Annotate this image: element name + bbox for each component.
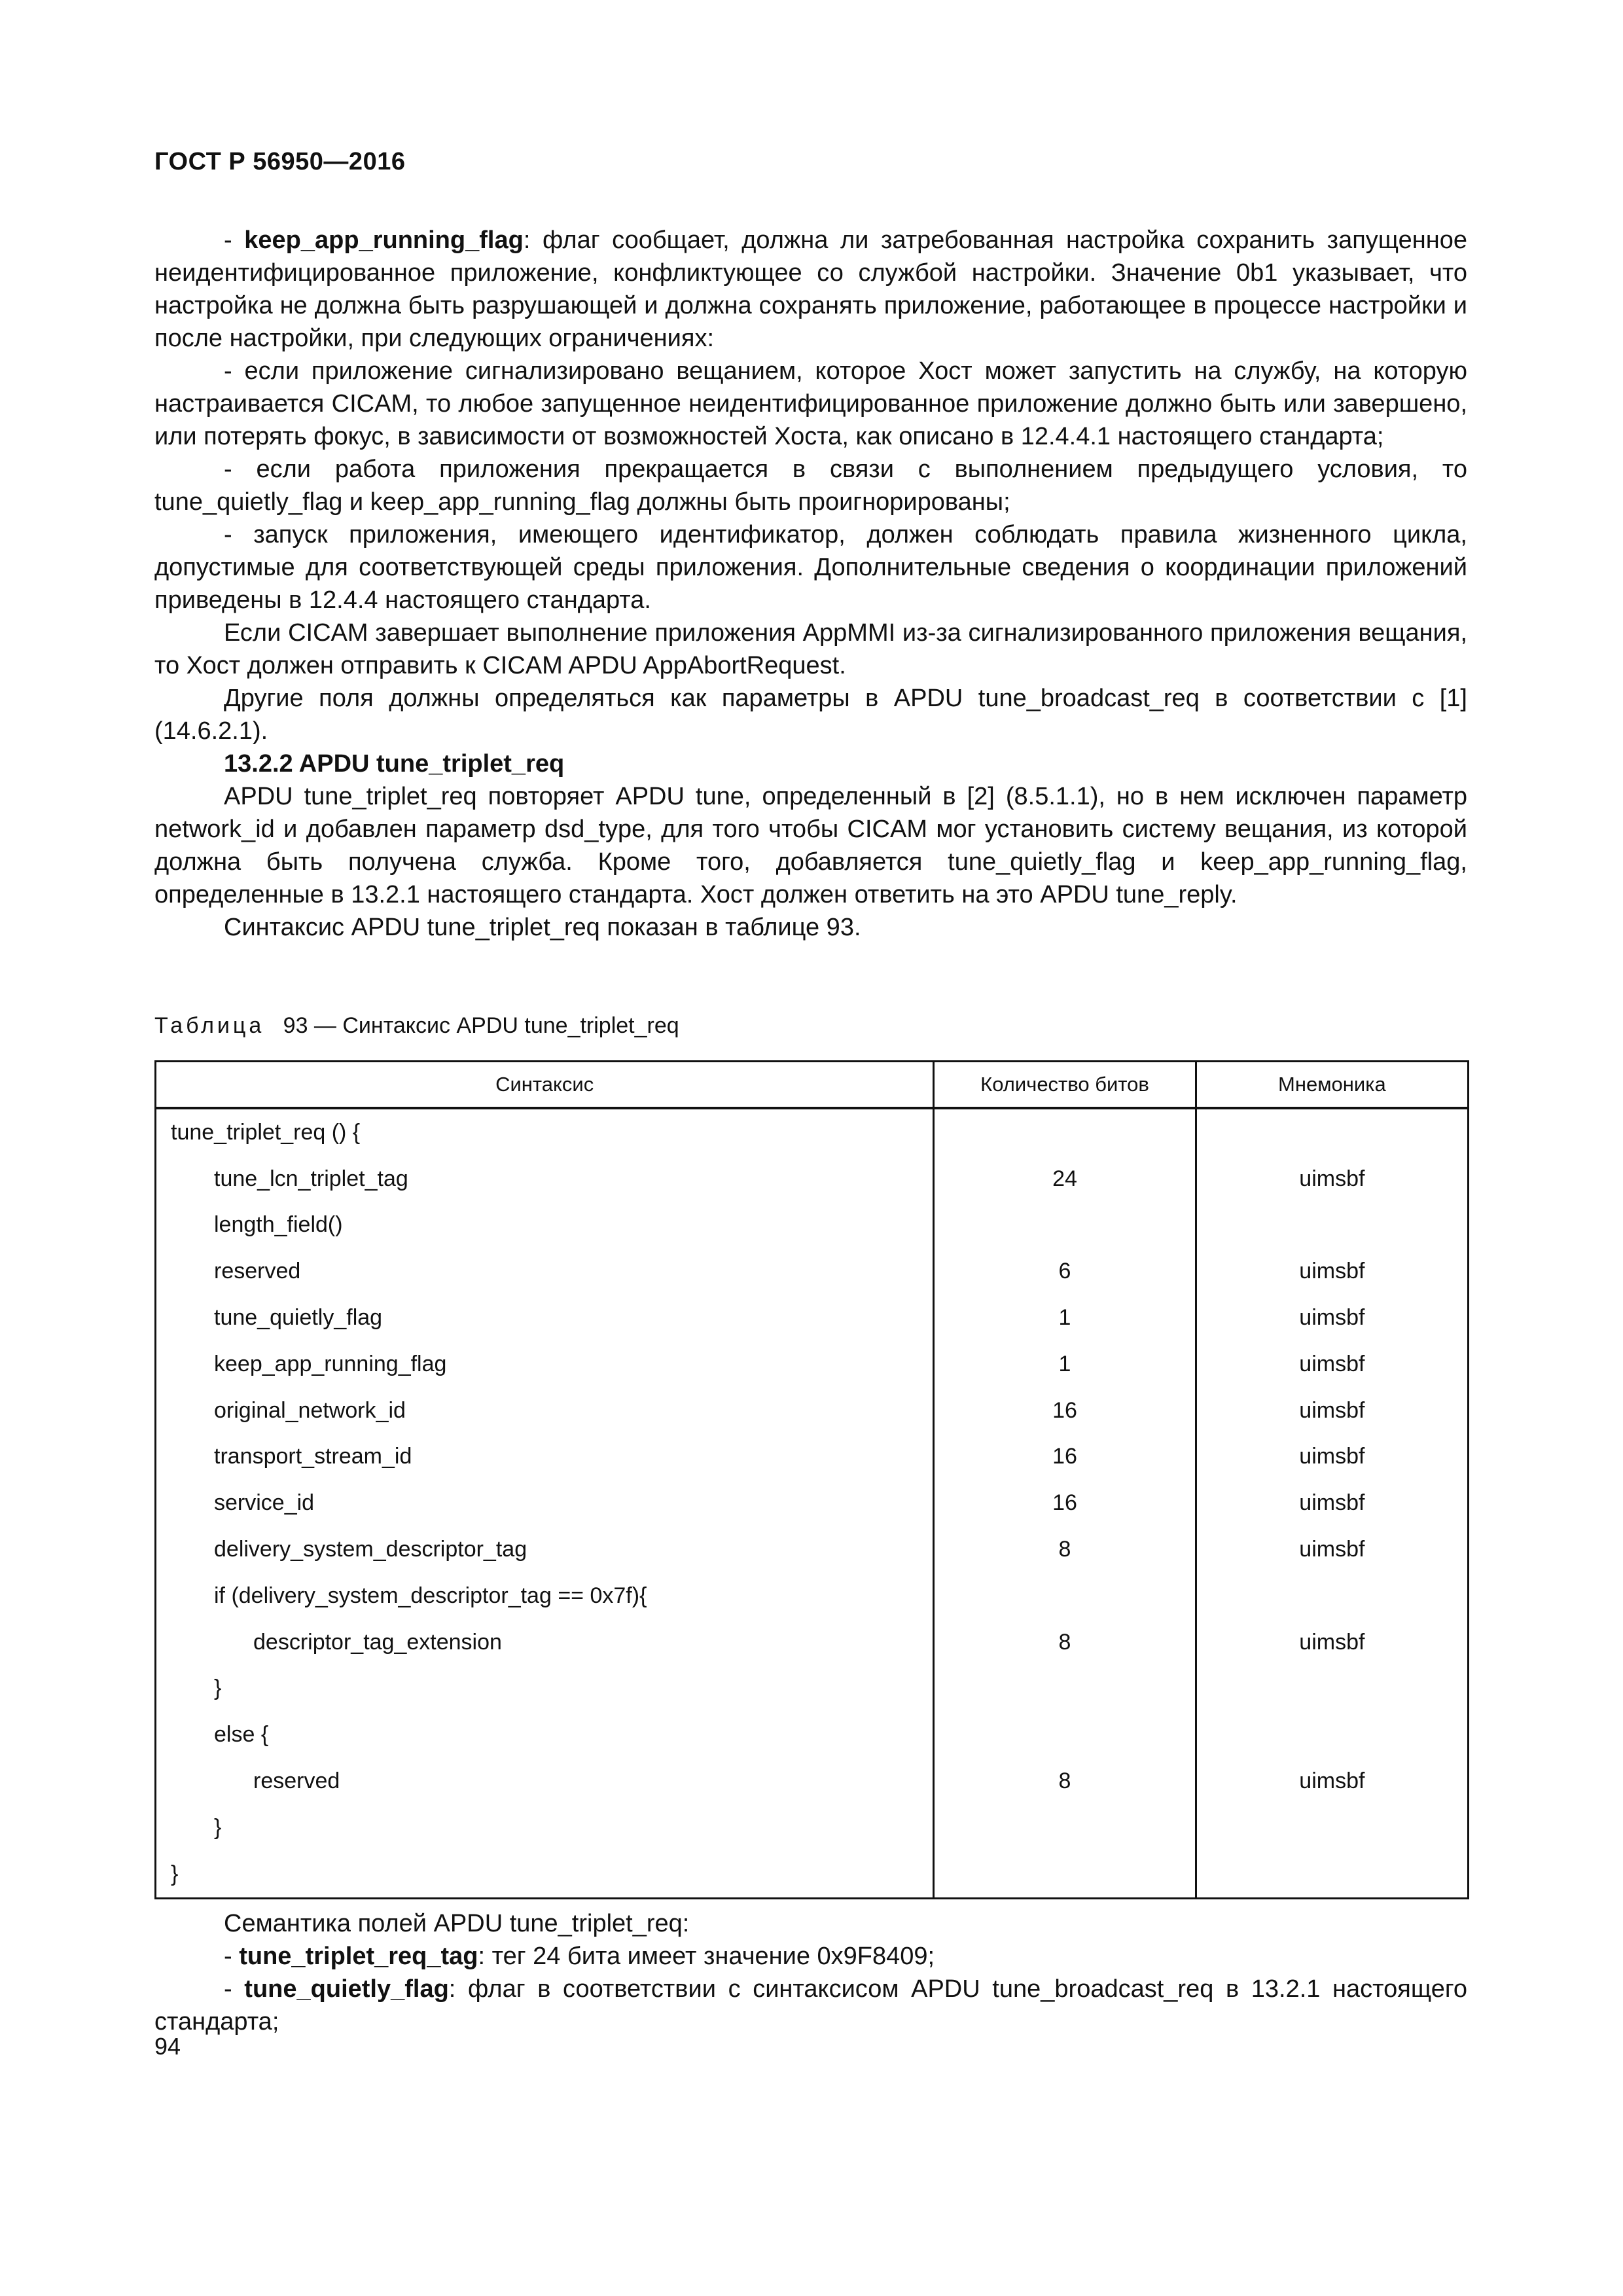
table-row [156,1804,1469,1851]
term-tune-quietly-flag: tune_quietly_flag [244,1975,449,2003]
cell-syntax: tune_quietly_flag [156,1295,934,1341]
cell-bits [934,1712,1196,1758]
cell-mnemonic [1196,1108,1468,1156]
cell-mnemonic: uimsbf [1196,1156,1468,1202]
cell-bits: 1 [934,1341,1196,1388]
cell-mnemonic: uimsbf [1196,1480,1468,1526]
page-number: 94 [154,2033,181,2060]
cell-mnemonic [1196,1712,1468,1758]
table-row [156,1108,1469,1156]
page-header: ГОСТ Р 56950—2016 [154,148,406,175]
cell-mnemonic: uimsbf [1196,1619,1468,1666]
table-caption-text: 93 — Синтаксис APDU tune_triplet_req [283,1013,679,1038]
semantics-section [154,1907,1467,2038]
table-row [156,1851,1469,1898]
cell-syntax: tune_triplet_req () { [156,1108,934,1156]
table-row [156,1526,1469,1573]
cell-bits [934,1666,1196,1712]
paragraph-other-fields: Другие поля должны определяться как параметры в APDU tune_broadcast_req в соответствии с [1] (14.6.2.1). [154,685,1467,745]
header-syntax: Синтаксис [156,1062,934,1109]
body-text [154,224,1467,944]
paragraph-keep-app-running-flag: - keep_app_running_flag: флаг сообщает, должна ли затребованная настройка сохранить запущенное неидентифицированное приложение, конфликтующее со службой настройки. Значение 0b1 указывает, что настройка не должна быть разрушающей и должна сохранять приложение, работающее в процессе настройки и после настройки, при следующих ограничениях: [154,226,1468,352]
cell-mnemonic [1196,1202,1468,1249]
cell-bits: 24 [934,1156,1196,1202]
cell-mnemonic: uimsbf [1196,1295,1468,1341]
cell-syntax: service_id [156,1480,934,1526]
cell-syntax: } [156,1851,934,1898]
semantics-quietly-flag-text: : флаг в соответствии с синтаксисом APDU tune_broadcast_req в 13.2.1 настоящего стандарта; [154,1975,1467,2036]
cell-syntax: else { [156,1712,934,1758]
table-row [156,1758,1469,1804]
cell-syntax: delivery_system_descriptor_tag [156,1526,934,1573]
cell-syntax: } [156,1804,934,1851]
header-mnemonic: Мнемоника [1196,1062,1468,1109]
cell-mnemonic: uimsbf [1196,1248,1468,1295]
syntax-table [154,1060,1469,1899]
table-row [156,1712,1469,1758]
term-tune-triplet-req-tag: tune_triplet_req_tag [239,1943,478,1970]
table-row [156,1202,1469,1249]
cell-bits: 8 [934,1526,1196,1573]
cell-bits [934,1573,1196,1619]
cell-bits: 16 [934,1480,1196,1526]
semantics-intro: Семантика полей APDU tune_triplet_req: [224,1910,690,1937]
paragraph-condition-3: - запуск приложения, имеющего идентификатор, должен соблюдать правила жизненного цикла, допустимые для соответствующей среды приложения. Дополнительные сведения о координации приложений приведены в 12.4.4 настоящего стандарта. [154,521,1467,614]
cell-syntax: tune_lcn_triplet_tag [156,1156,934,1202]
cell-mnemonic: uimsbf [1196,1526,1468,1573]
cell-syntax: transport_stream_id [156,1434,934,1480]
cell-bits: 16 [934,1434,1196,1480]
paragraph-table-ref: Синтаксис APDU tune_triplet_req показан в таблице 93. [224,914,861,941]
table-row [156,1248,1469,1295]
cell-mnemonic: uimsbf [1196,1341,1468,1388]
paragraph-cicam-abort: Если CICAM завершает выполнение приложения AppMMI из-за сигнализированного приложения вещания, то Хост должен отправить к CICAM APDU AppAbortRequest. [154,619,1467,679]
cell-bits: 16 [934,1388,1196,1434]
table-row [156,1295,1469,1341]
term-keep-app-running-flag: keep_app_running_flag [244,226,524,254]
paragraph-text: : флаг сообщает, должна ли затребованная настройка сохранить запущенное неидентифицированное приложение, конфликтующее со службой настройки. Значение 0b1 указывает, что настройка не должна быть разрушающей и должна сохранять приложение, работающее в процессе настройки и после настройки, при следующих ограничениях: [154,226,1468,352]
cell-syntax: original_network_id [156,1388,934,1434]
table-caption [154,1013,679,1039]
paragraph-condition-2: - если работа приложения прекращается в связи с выполнением предыдущего условия, то tune_quietly_flag и keep_app_running_flag должны быть проигнорированы; [154,456,1467,516]
cell-syntax: } [156,1666,934,1712]
table-row [156,1666,1469,1712]
table-header-row [156,1062,1469,1109]
cell-mnemonic: uimsbf [1196,1758,1468,1804]
cell-syntax: if (delivery_system_descriptor_tag == 0x7f){ [156,1573,934,1619]
table-caption-label: Таблица [154,1013,265,1038]
section-heading: 13.2.2 APDU tune_triplet_req [224,750,565,778]
cell-bits [934,1202,1196,1249]
cell-syntax: keep_app_running_flag [156,1341,934,1388]
cell-syntax: reserved [156,1248,934,1295]
table-row [156,1619,1469,1666]
table-row [156,1156,1469,1202]
semantics-quietly-flag: - tune_quietly_flag: флаг в соответствии с синтаксисом APDU tune_broadcast_req в 13.2.1 настоящего стандарта; [154,1975,1467,2036]
cell-syntax: length_field() [156,1202,934,1249]
semantics-tag-text: : тег 24 бита имеет значение 0x9F8409; [478,1943,935,1970]
cell-bits [934,1804,1196,1851]
paragraph-tune-triplet-intro: APDU tune_triplet_req повторяет APDU tune, определенный в [2] (8.5.1.1), но в нем исключен параметр network_id и добавлен параметр dsd_type, для того чтобы CICAM мог установить систему вещания, из которой должна быть получена служба. Кроме того, добавляется tune_quietly_flag и keep_app_running_flag, определенные в 13.2.1 настоящего стандарта. Хост должен ответить на это APDU tune_reply. [154,783,1467,908]
header-bits: Количество битов [934,1062,1196,1109]
cell-mnemonic [1196,1851,1468,1898]
cell-mnemonic: uimsbf [1196,1388,1468,1434]
semantics-tag: - tune_triplet_req_tag: тег 24 бита имеет значение 0x9F8409; [224,1943,935,1970]
table-row [156,1480,1469,1526]
cell-syntax: descriptor_tag_extension [156,1619,934,1666]
cell-mnemonic: uimsbf [1196,1434,1468,1480]
cell-mnemonic [1196,1804,1468,1851]
cell-bits: 8 [934,1619,1196,1666]
paragraph-condition-1: - если приложение сигнализировано вещанием, которое Хост может запустить на службу, на которую настраивается CICAM, то любое запущенное неидентифицированное приложение должно быть или завершено, или потерять фокус, в зависимости от возможностей Хоста, как описано в 12.4.4.1 настоящего стандарта; [154,357,1467,450]
table-row [156,1573,1469,1619]
cell-bits [934,1108,1196,1156]
cell-bits: 8 [934,1758,1196,1804]
cell-bits: 1 [934,1295,1196,1341]
cell-bits [934,1851,1196,1898]
cell-bits: 6 [934,1248,1196,1295]
table-row [156,1388,1469,1434]
cell-syntax: reserved [156,1758,934,1804]
cell-mnemonic [1196,1573,1468,1619]
cell-mnemonic [1196,1666,1468,1712]
table-row [156,1341,1469,1388]
table-row [156,1434,1469,1480]
